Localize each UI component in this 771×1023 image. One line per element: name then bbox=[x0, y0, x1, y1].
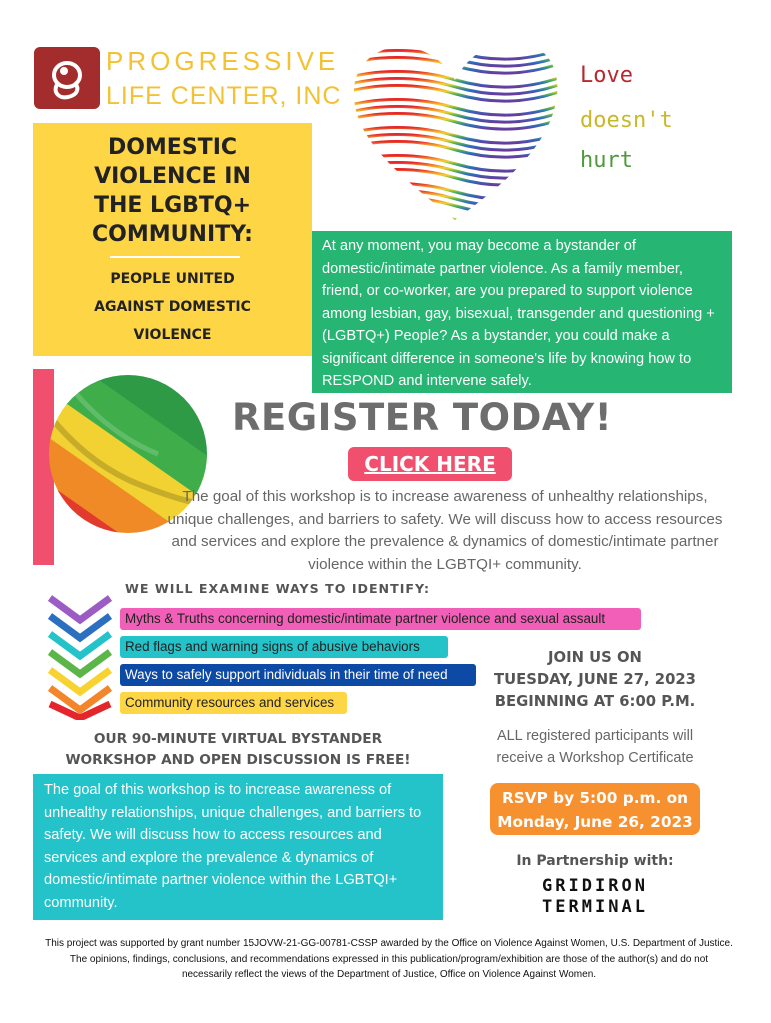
topic-item-myths: Myths & Truths concerning domestic/intimate partner violence and sexual assault bbox=[120, 608, 641, 630]
free-heading-line: WORKSHOP AND OPEN DISCUSSION IS FREE! bbox=[65, 752, 411, 768]
topic-item-red-flags: Red flags and warning signs of abusive behaviors bbox=[120, 636, 448, 658]
partner-name-line: GRIDIRON bbox=[542, 876, 648, 896]
rsvp-line: RSVP by 5:00 p.m. on bbox=[501, 789, 689, 807]
event-time: BEGINNING AT 6:00 P.M. bbox=[494, 693, 696, 710]
title-line: THE LGBTQ+ bbox=[93, 193, 252, 218]
org-name-line1: PROGRESSIVE bbox=[106, 46, 340, 76]
org-logo bbox=[34, 47, 100, 109]
heart-caption-love: Love bbox=[580, 63, 633, 88]
title-line: VIOLENCE IN bbox=[94, 164, 251, 189]
event-date: TUESDAY, JUNE 27, 2023 bbox=[494, 671, 696, 688]
page-title bbox=[33, 133, 312, 249]
logo-figure-icon bbox=[34, 47, 100, 109]
rsvp-badge bbox=[490, 783, 700, 835]
heart-caption-doesnt: doesn't bbox=[580, 108, 673, 133]
page-subtitle bbox=[33, 265, 312, 349]
grant-disclaimer: This project was supported by grant number 15JOVW-21-GG-00781-CSSP awarded by the Office on Violence Against Women, U.S. Department of Justice. The opinions, findings, conclusions, and recommendations expressed in this publication/program/exhibition are those of the author(s) and do not necessarily reflect the views of the Department of Justice, Office on Violence Against Women. bbox=[45, 938, 733, 980]
topic-item-support: Ways to safely support individuals in their time of need bbox=[120, 664, 476, 686]
event-line: JOIN US ON bbox=[548, 649, 642, 666]
examine-heading: WE WILL EXAMINE WAYS TO IDENTIFY: bbox=[125, 581, 431, 596]
certificate-line: receive a Workshop Certificate bbox=[496, 750, 694, 766]
heart-caption-hurt: hurt bbox=[580, 148, 633, 173]
subtitle-line: AGAINST DOMESTIC bbox=[94, 299, 251, 315]
title-line: DOMESTIC bbox=[107, 135, 238, 160]
title-divider bbox=[110, 256, 240, 258]
partner-name-line: TERMINAL bbox=[542, 897, 648, 917]
free-workshop-heading bbox=[33, 729, 443, 771]
rainbow-heart-image bbox=[346, 30, 564, 228]
register-heading: REGISTER TODAY! bbox=[232, 396, 613, 439]
workshop-goal-text-2: The goal of this workshop is to increase awareness of unhealthy relationships, unique challenges, and barriers to safety. We will discuss how to access resources and services and explore the prevalence & dynamics of domestic/intimate partner violence within the LGBTQI+ community. bbox=[44, 782, 422, 911]
certificate-line: ALL registered participants will bbox=[496, 728, 694, 744]
topic-item-resources: Community resources and services bbox=[120, 692, 347, 714]
certificate-note bbox=[480, 725, 710, 769]
partnership-label: In Partnership with: bbox=[516, 853, 674, 869]
free-heading-line: OUR 90-MINUTE VIRTUAL BYSTANDER bbox=[93, 731, 383, 747]
click-here-button[interactable]: CLICK HERE bbox=[348, 447, 512, 481]
partner-logo bbox=[480, 876, 710, 918]
chevron-stack-icon bbox=[46, 592, 114, 720]
rsvp-date: Monday, June 26, 2023 bbox=[497, 813, 693, 831]
subtitle-line: VIOLENCE bbox=[133, 327, 212, 343]
subtitle-line: PEOPLE UNITED bbox=[110, 271, 235, 287]
bystander-text: At any moment, you may become a bystander of domestic/intimate partner violence. As a family member, friend, or co-worker, are you prepared to support violence among lesbian, gay, bisexual, transgender and questioning + (LGBTQ+) People? As a bystander, you could make a significant difference in someone's life by knowing how to RESPOND and intervene safely. bbox=[322, 238, 715, 389]
event-details bbox=[480, 647, 710, 713]
workshop-goal-text: The goal of this workshop is to increase awareness of unhealthy relationships, unique challenges, and barriers to safety. We will discuss how to access resources and services and explore the prevalence & dynamics of domestic/intimate partner violence within the LGBTQI+ community. bbox=[167, 488, 723, 573]
title-line: COMMUNITY: bbox=[92, 222, 253, 247]
org-name-line2: LIFE CENTER, INC bbox=[106, 82, 342, 110]
